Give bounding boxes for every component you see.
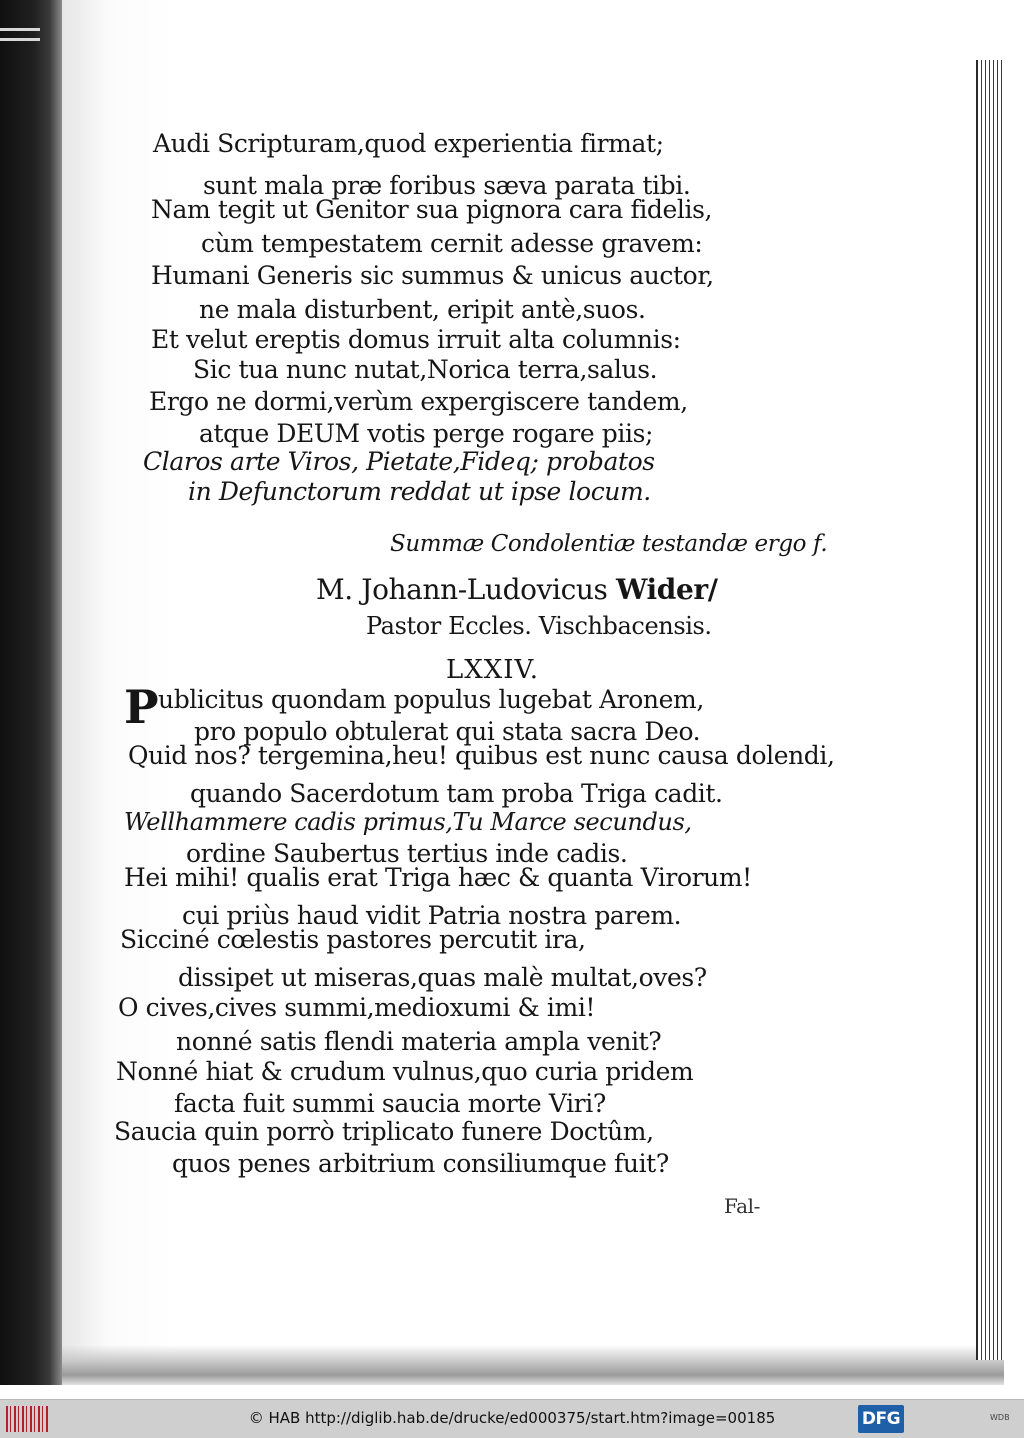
verse-line — [124, 808, 692, 836]
author-title: Pastor Eccles. Vischbacensis. — [366, 612, 712, 640]
verse-line: Humani Generis sic summus & unicus auctor, — [151, 261, 714, 290]
author-given-name: M. Johann-Ludovicus — [316, 573, 608, 606]
verse-line: Audi Scripturam,quod experientia firmat; — [153, 129, 664, 158]
verse-text: Wellhammere cadis primus,Tu Marce secundus, — [124, 808, 692, 836]
initial-capital: P — [124, 680, 159, 734]
copyright-link[interactable]: © HAB http://diglib.hab.de/drucke/ed000375/start.htm?image=00185 — [248, 1409, 776, 1427]
verse-line: ordine Saubertus tertius inde cadis. — [186, 839, 628, 868]
page-bottom-shadow — [62, 1345, 1012, 1385]
verse-line: cui priùs haud vidit Patria nostra parem. — [182, 901, 682, 930]
poem-number: LXXIV. — [446, 655, 540, 685]
verse-line: ne mala disturbent, eripit antè,suos. — [199, 295, 646, 324]
binding-mark — [0, 28, 40, 31]
verse-line: facta fuit summi saucia morte Viri? — [174, 1089, 606, 1118]
verse-line: pro populo obtulerat qui stata sacra Deo. — [194, 717, 701, 746]
verse-line: Ergo ne dormi,verùm expergiscere tandem, — [149, 387, 688, 416]
verse-line: ublicitus quondam populus lugebat Aronem, — [158, 685, 704, 714]
book-binding-edge — [0, 0, 62, 1385]
verse-line: cùm tempestatem cernit adesse gravem: — [201, 229, 703, 258]
verse-line: Saucia quin porrò triplicato funere Doctûm, — [114, 1117, 654, 1146]
verse-line: Nonné hiat & crudum vulnus,quo curia pridem — [116, 1057, 694, 1086]
verse-line: in Defunctorum reddat ut ipse locum. — [188, 477, 651, 506]
verse-line: Nam tegit ut Genitor sua pignora cara fidelis, — [151, 195, 713, 224]
verse-line: Et velut ereptis domus irruit alta columnis: — [151, 325, 681, 354]
wdb-mark: WDB — [990, 1413, 1010, 1422]
verse-line: Hei mihi! qualis erat Triga hæc & quanta Virorum! — [124, 863, 752, 892]
verse-line: nonné satis flendi materia ampla venit? — [176, 1027, 662, 1056]
scan-border — [0, 1385, 1024, 1399]
verse-line: sunt mala præ foribus sæva parata tibi. — [203, 171, 691, 200]
author-surname: Wider/ — [616, 573, 718, 606]
dedication-line: Summæ Condolentiæ testandæ ergo f. — [390, 531, 828, 557]
right-margin — [1004, 0, 1024, 1385]
verse-line: Quid nos? tergemina,heu! quibus est nunc causa dolendi, — [128, 741, 835, 770]
binding-mark — [0, 38, 40, 41]
viewer-footer — [0, 1399, 1024, 1438]
verse-line: O cives,cives summi,medioxumi & imi! — [118, 993, 596, 1022]
verse-line: Sic tua nunc nutat,Norica terra,salus. — [193, 355, 658, 384]
catchword: Fal- — [724, 1194, 760, 1218]
verse-line: quos penes arbitrium consiliumque fuit? — [172, 1149, 669, 1178]
author-name — [316, 573, 718, 606]
verse-line: quando Sacerdotum tam proba Triga cadit. — [190, 779, 723, 808]
dfg-logo: DFG — [858, 1405, 904, 1433]
verse-line: atque DEUM votis perge rogare piis; — [199, 419, 654, 448]
verse-line: Claros arte Viros, Pietate,Fideq; probatos — [143, 447, 655, 476]
page-edge-stack — [976, 60, 1006, 1360]
verse-line: Sicciné cœlestis pastores percutit ira, — [120, 925, 586, 954]
verse-line: dissipet ut miseras,quas malè multat,oves? — [178, 963, 707, 992]
